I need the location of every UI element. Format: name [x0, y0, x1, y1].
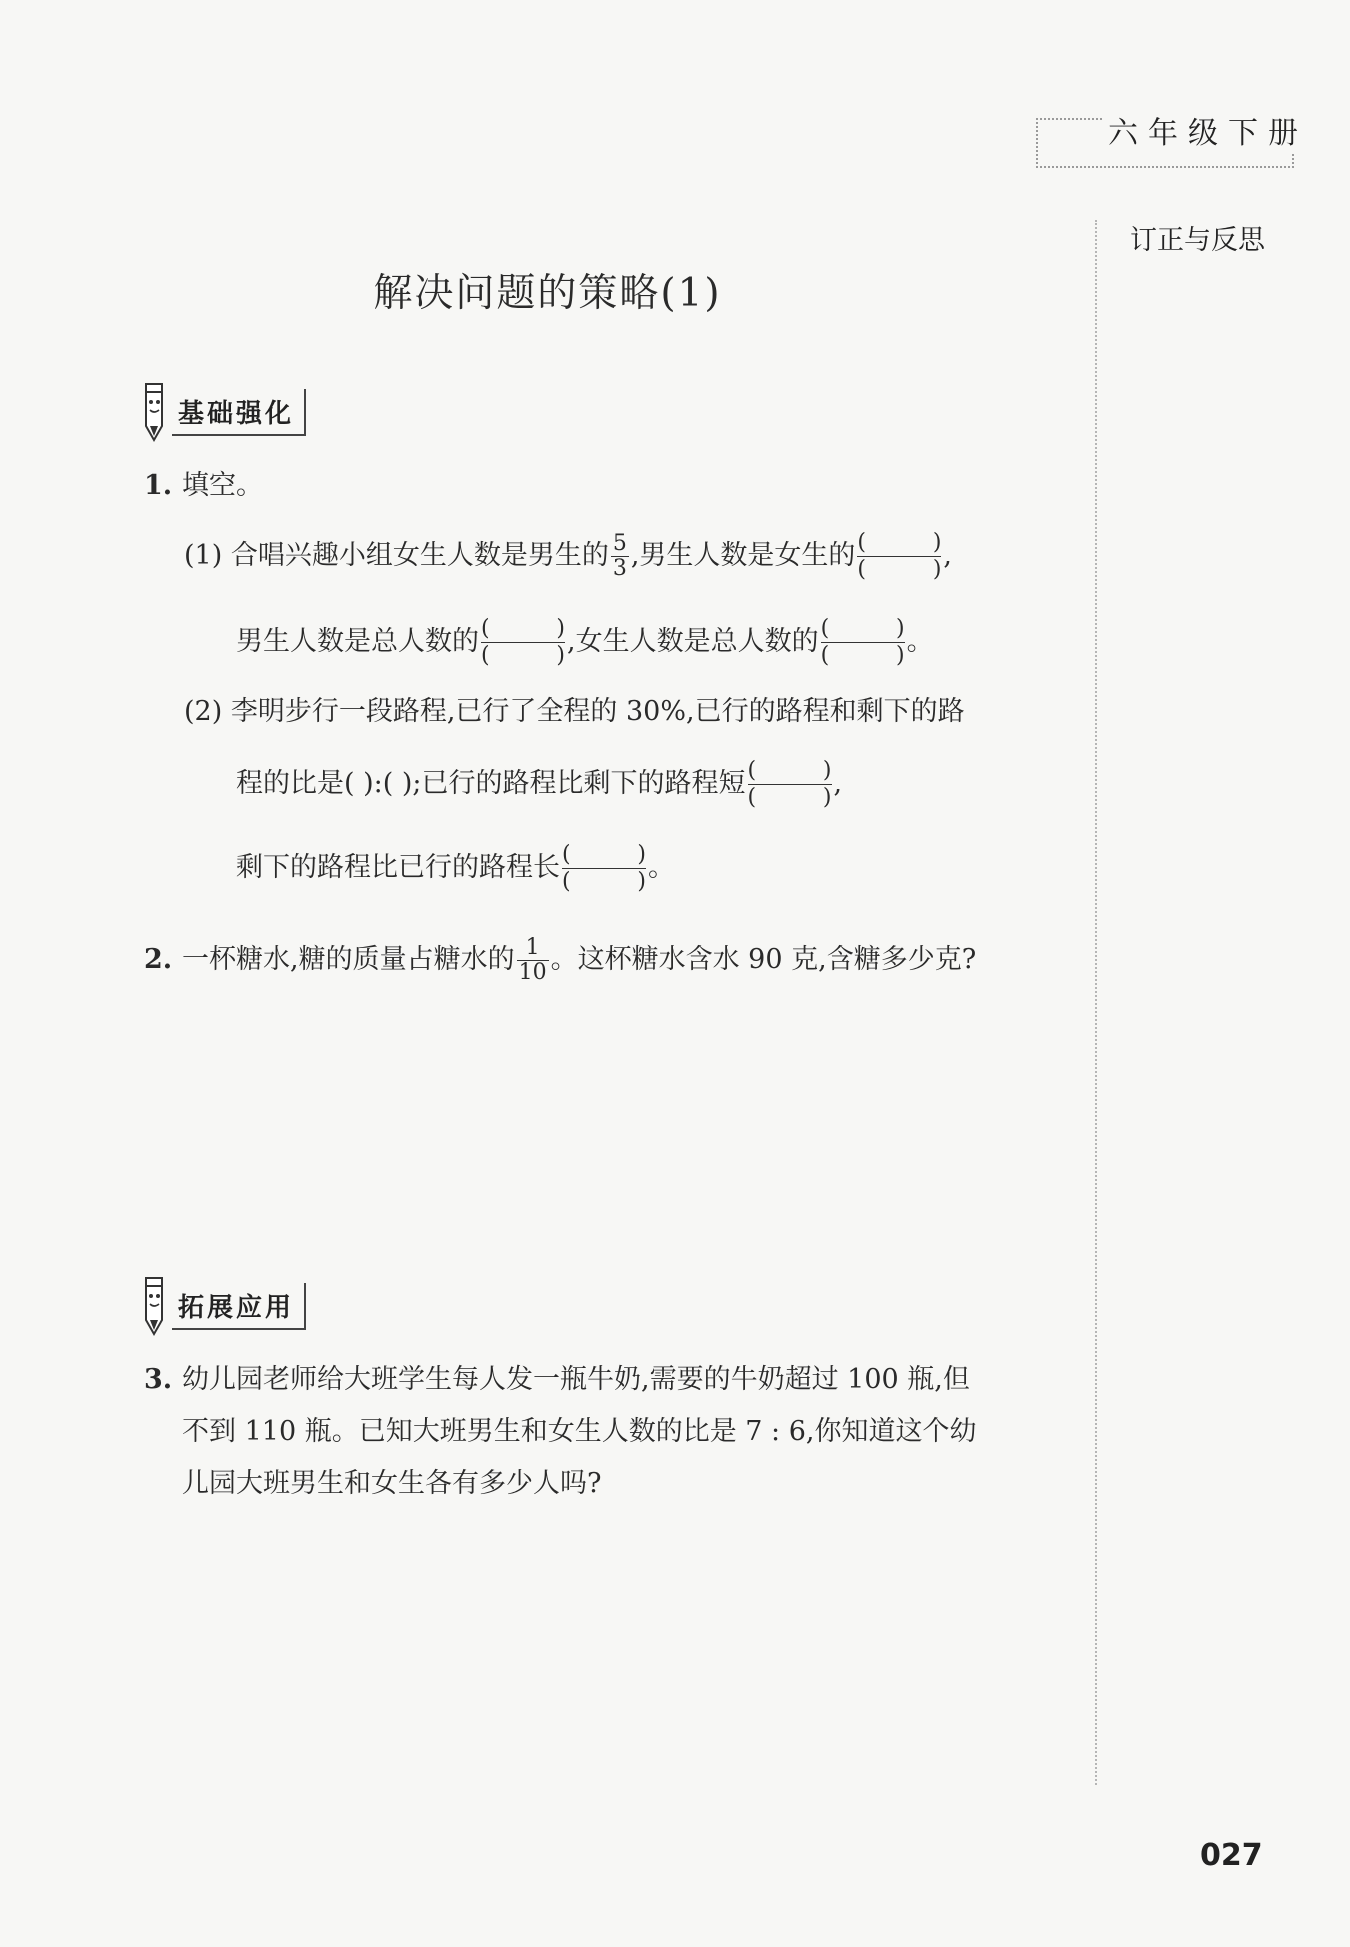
blank-close: ): [896, 616, 905, 641]
question-3-line-1: [144, 1360, 970, 1400]
section-extend-label: 拓展应用: [172, 1283, 306, 1330]
blank-open: (: [481, 616, 490, 641]
period: 。: [906, 626, 934, 657]
margin-divider: [1095, 220, 1097, 1785]
question-1-part-1-line-1: [184, 530, 952, 583]
question-3-line-2: 不到 110 瓶。已知大班男生和女生人数的比是 7 : 6,你知道这个幼: [182, 1416, 977, 1447]
blank-open: (: [857, 557, 867, 582]
grade-label: 六年级下册: [1102, 108, 1314, 152]
question-1-stem: [144, 466, 263, 506]
blank-close: ): [822, 785, 832, 810]
blank-close: ): [637, 869, 646, 894]
pencil-icon: [140, 1274, 168, 1338]
blank-close: ): [556, 643, 565, 668]
q1p1-text-c: 男生人数是总人数的: [236, 626, 479, 657]
blank-close: ): [932, 530, 942, 555]
q3-text-line-1: 幼儿园老师给大班学生每人发一瓶牛奶,需要的牛奶超过 100 瓶,但: [182, 1364, 970, 1395]
answer-blank-fraction[interactable]: [481, 616, 565, 669]
q2-text-a: 一杯糖水,糖的质量占糖水的: [182, 944, 515, 975]
q1p1-text-b: ,男生人数是女生的: [630, 540, 856, 571]
comma: ,: [833, 768, 843, 799]
blank-close: ): [637, 842, 646, 867]
blank-open: (: [820, 643, 830, 668]
q1p2-text-c: 剩下的路程比已行的路程长: [236, 852, 560, 883]
question-1-part-2-line-2: [236, 758, 842, 811]
question-1-part-1-line-2: [236, 616, 934, 669]
blank-close: ): [556, 616, 565, 641]
question-1-part-2-line-1: (2) 李明步行一段路程,已行了全程的 30%,已行的路程和剩下的路: [184, 696, 965, 727]
answer-blank-fraction[interactable]: [857, 530, 941, 583]
fraction-5-3: [611, 532, 629, 581]
blank-close: ): [822, 758, 832, 783]
fraction-numerator: 1: [525, 935, 540, 960]
fraction-denominator: 10: [518, 960, 547, 985]
answer-blank-fraction[interactable]: [562, 842, 646, 895]
blank-open: (: [562, 842, 571, 867]
question-2: [144, 936, 976, 985]
blank-close: ): [932, 557, 942, 582]
period: 。: [648, 852, 675, 883]
section-basic: [140, 386, 306, 436]
pencil-icon: [140, 380, 168, 444]
blank-close: ): [896, 643, 905, 668]
comma: ,: [943, 540, 953, 571]
blank-open: (: [747, 758, 757, 783]
answer-blank-fraction[interactable]: [821, 616, 905, 669]
section-extend: [140, 1280, 306, 1330]
blank-open: (: [562, 869, 571, 894]
q1p1-text-d: ,女生人数是总人数的: [567, 626, 819, 657]
question-3-number: 3.: [144, 1364, 173, 1395]
blank-open: (: [857, 530, 867, 555]
q2-text-b: 。这杯糖水含水 90 克,含糖多少克?: [550, 944, 977, 975]
fraction-denominator: 3: [612, 556, 627, 581]
question-3-line-3: 儿园大班男生和女生各有多少人吗?: [182, 1468, 602, 1499]
blank-open: (: [820, 616, 830, 641]
blank-open: (: [481, 643, 490, 668]
q1p1-text-a: (1) 合唱兴趣小组女生人数是男生的: [184, 540, 609, 571]
page-title: 解决问题的策略(1): [373, 271, 722, 316]
fraction-1-10: [517, 936, 549, 985]
blank-open: (: [747, 785, 757, 810]
fraction-numerator: 5: [612, 531, 627, 556]
page-number: 027: [1200, 1838, 1263, 1873]
correction-label: 订正与反思: [1130, 225, 1265, 256]
q1p2-text-b: 程的比是( ):( );已行的路程比剩下的路程短: [236, 768, 746, 799]
question-2-number: 2.: [144, 944, 173, 975]
section-basic-label: 基础强化: [172, 389, 306, 436]
answer-blank-fraction[interactable]: [748, 758, 832, 811]
question-1-number: 1.: [144, 470, 173, 501]
question-1-text: 填空。: [182, 470, 263, 501]
question-1-part-2-line-3: [236, 842, 675, 895]
